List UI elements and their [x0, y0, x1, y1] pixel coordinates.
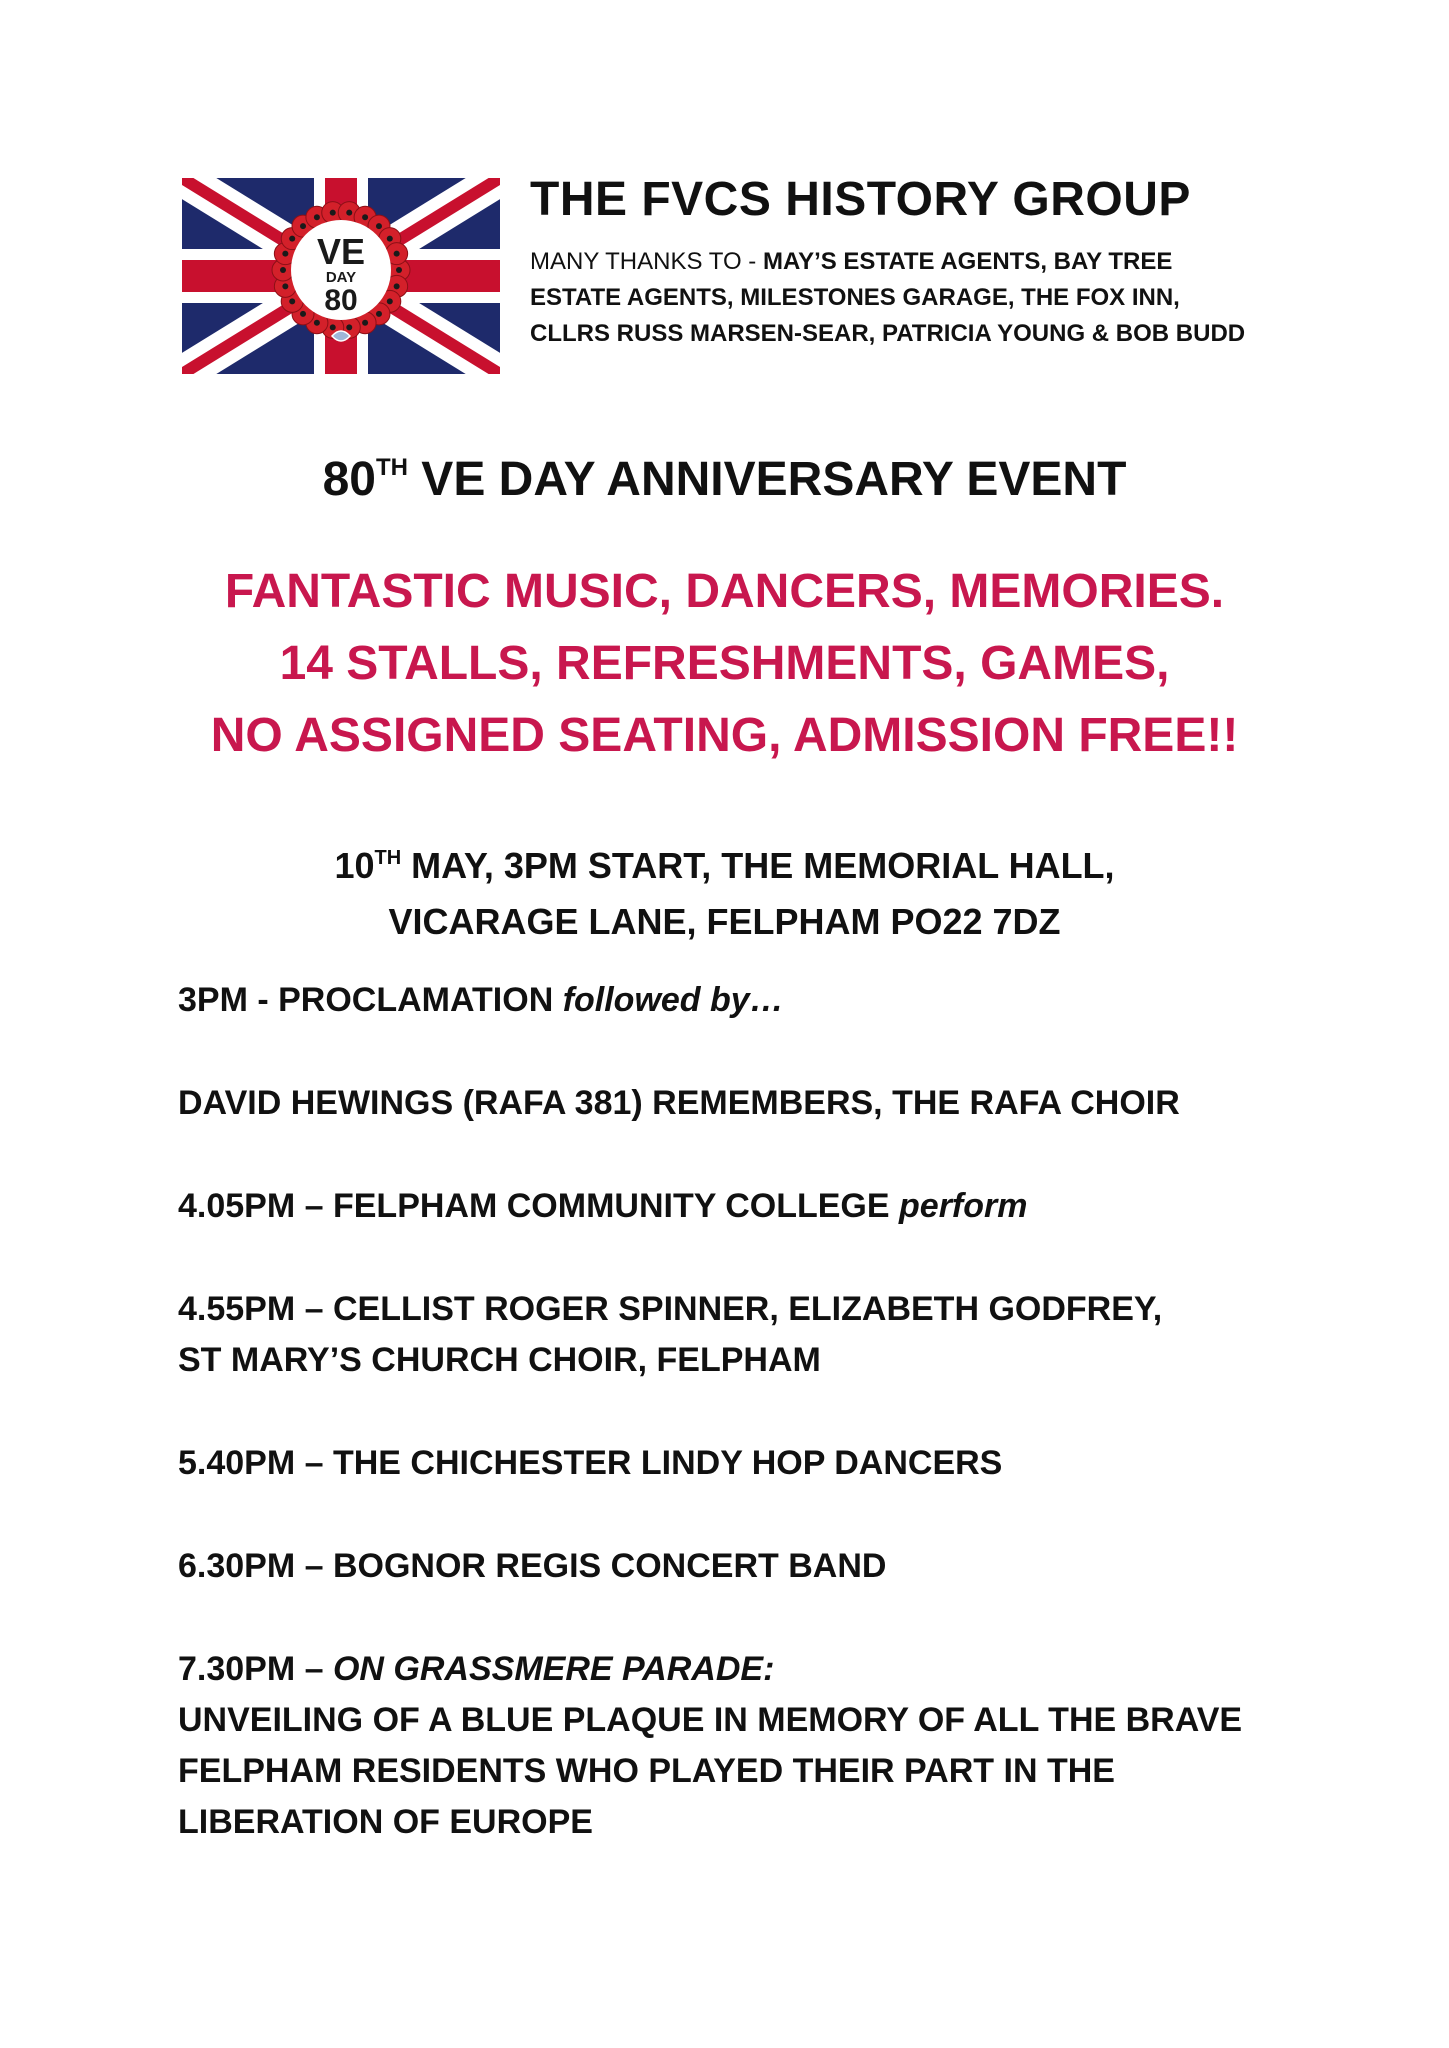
schedule-item: [178, 1438, 1378, 1489]
promo-line-3: NO ASSIGNED SEATING, ADMISSION FREE!!: [210, 709, 1239, 762]
header-block: [530, 170, 1410, 352]
logo-ve-text: VE: [316, 231, 366, 272]
promo-block: [0, 556, 1449, 772]
venue-block: [0, 830, 1449, 950]
logo-80-text: 80: [324, 284, 358, 317]
thanks-line-2: ESTATE AGENTS, MILESTONES GARAGE, THE FOX INN,: [530, 284, 1180, 311]
venue-line-1: [0, 830, 1449, 894]
schedule-item-note: ON GRASSMERE PARADE:: [332, 1650, 775, 1688]
schedule-item-note: perform: [899, 1187, 1028, 1225]
thanks-line-3: CLLRS RUSS MARSEN-SEAR, PATRICIA YOUNG & BOB BUDD: [530, 320, 1246, 347]
schedule-item-text: 4.05PM – FELPHAM COMMUNITY COLLEGE: [178, 1187, 900, 1225]
event-title: [0, 438, 1449, 510]
schedule-item-text: ST MARY’S CHURCH CHOIR, FELPHAM: [178, 1341, 821, 1379]
schedule-item-text: 7.30PM –: [178, 1650, 333, 1688]
schedule-item-text: 5.40PM – THE CHICHESTER LINDY HOP DANCERS: [178, 1444, 1003, 1482]
schedule-item: [178, 1541, 1378, 1592]
schedule-item: [178, 1181, 1378, 1232]
event-title-ordinal: TH: [375, 454, 408, 481]
schedule-list: [178, 975, 1378, 1848]
event-title-number: 80: [322, 453, 376, 506]
schedule-item: [178, 1078, 1378, 1129]
ve-day-flag-logo: [182, 178, 500, 374]
venue-details: MAY, 3PM START, THE MEMORIAL HALL,: [401, 845, 1115, 886]
promo-line-2: 14 STALLS, REFRESHMENTS, GAMES,: [279, 637, 1170, 690]
event-title-text: VE DAY ANNIVERSARY EVENT: [407, 453, 1127, 506]
thanks-line-1: [530, 244, 1410, 280]
venue-ordinal: TH: [374, 847, 402, 869]
schedule-item-text: 6.30PM – BOGNOR REGIS CONCERT BAND: [178, 1547, 887, 1585]
schedule-item-text: 4.55PM – CELLIST ROGER SPINNER, ELIZABETH GODFREY,: [178, 1290, 1163, 1328]
venue-day: 10: [334, 845, 375, 886]
thanks-lead: MANY THANKS TO -: [530, 248, 763, 275]
venue-line-2: VICARAGE LANE, FELPHAM PO22 7DZ: [388, 901, 1061, 942]
schedule-item-text: LIBERATION OF EUROPE: [178, 1803, 593, 1841]
union-flag-icon: [182, 178, 500, 374]
schedule-item-text: 3PM - PROCLAMATION: [178, 981, 563, 1019]
promo-line-1: FANTASTIC MUSIC, DANCERS, MEMORIES.: [224, 565, 1225, 618]
schedule-item: [178, 975, 1378, 1026]
sponsor-thanks: [530, 244, 1410, 352]
schedule-item: [178, 1284, 1378, 1386]
schedule-item: [178, 1644, 1378, 1848]
schedule-item-text: UNVEILING OF A BLUE PLAQUE IN MEMORY OF ALL THE BRAVE: [178, 1701, 1243, 1739]
logo-day-text: DAY: [325, 269, 357, 286]
group-title: THE FVCS HISTORY GROUP: [530, 173, 1191, 226]
schedule-item-note: followed by…: [562, 981, 784, 1019]
schedule-item-text: FELPHAM RESIDENTS WHO PLAYED THEIR PART IN THE: [178, 1752, 1115, 1790]
thanks-text-1: MAY’S ESTATE AGENTS, BAY TREE: [762, 248, 1173, 275]
schedule-item-text: DAVID HEWINGS (RAFA 381) REMEMBERS, THE RAFA CHOIR: [178, 1084, 1180, 1122]
